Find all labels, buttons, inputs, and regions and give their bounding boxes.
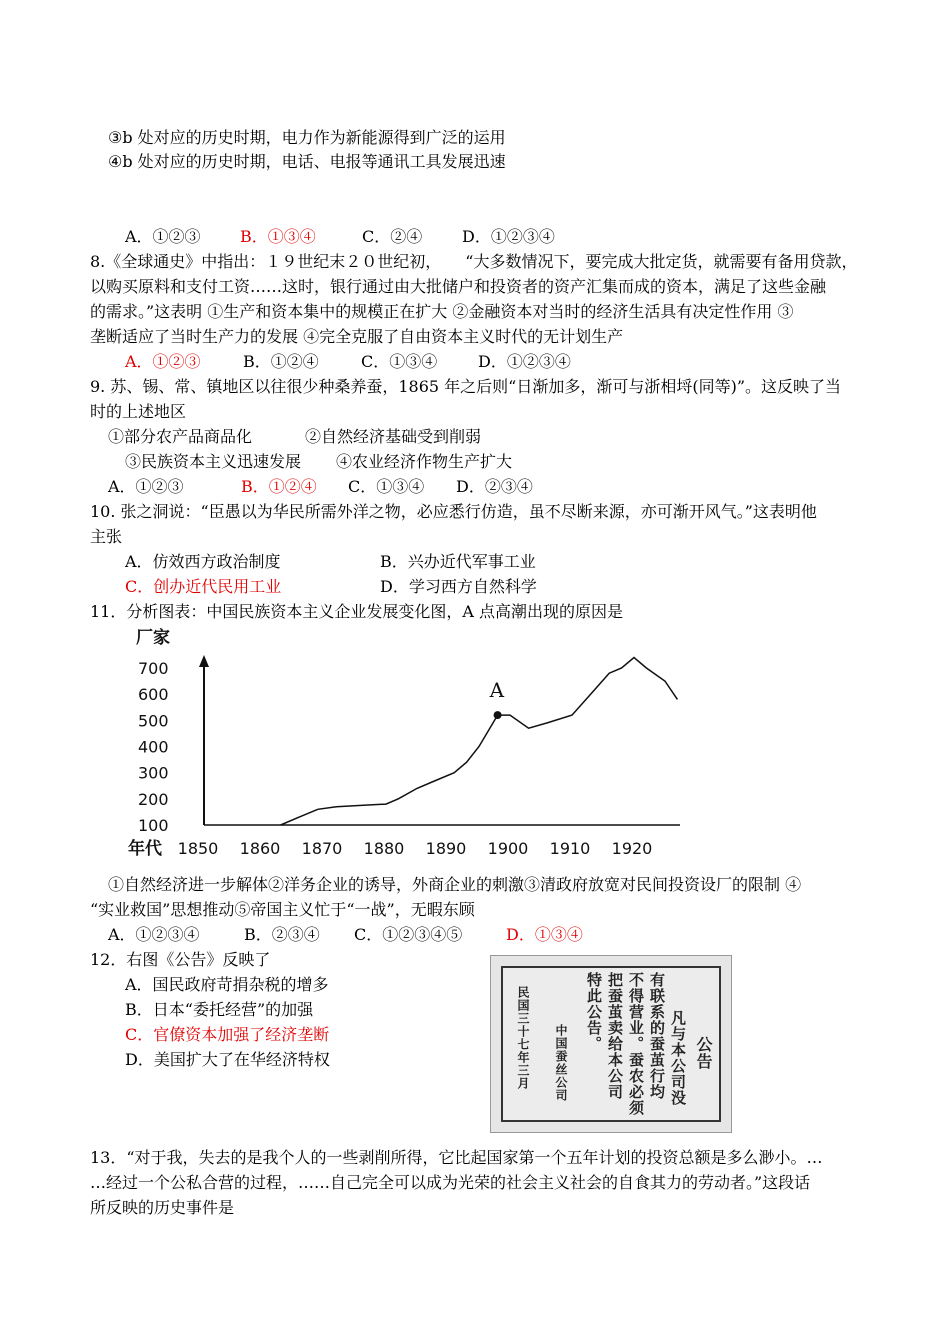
- q9-line-1: 9. 苏、锡、常、镇地区以往很少种桑养蚕，1865 年之后则“日渐加多，渐可与浙相埒(同等)”。这反映了当: [90, 377, 842, 396]
- y-tick-label: 100: [138, 816, 169, 835]
- q9-item-1: ①部分农产品商品化: [108, 427, 253, 446]
- q11-options: [108, 925, 583, 945]
- option-c: C．①③④: [348, 477, 425, 496]
- option-d: D．①②③④: [478, 352, 571, 371]
- option-a: A．①②③④: [108, 925, 200, 944]
- q7-item-4: ④b 处对应的历史时期，电话、电报等通讯工具发展迅速: [108, 152, 506, 171]
- option-b: B．①②④: [243, 352, 319, 371]
- option-b: B．①②④: [241, 477, 317, 496]
- q11-items-line-2: “实业救国”思想推动⑤帝国主义忙于“一战”，无暇东顾: [90, 900, 475, 919]
- q7-options: [125, 227, 555, 247]
- q11-stem: 11．分析图表：中国民族资本主义企业发展变化图，A 点高潮出现的原因是: [90, 602, 624, 621]
- q9-item-4: ④农业经济作物生产扩大: [336, 452, 513, 471]
- y-tick-label: 200: [138, 789, 169, 809]
- q10-line-2: 主张: [90, 527, 123, 546]
- notice-col-5: 特此公告。: [585, 972, 603, 1052]
- option-a: A．①②③: [125, 227, 201, 246]
- x-tick-label: 1920: [611, 839, 653, 858]
- x-tick-label: 1900: [487, 839, 529, 858]
- y-axis-label: 厂家: [136, 628, 170, 648]
- q13-line-1: 13．“对于我，失去的是我个人的一些剥削所得，它比起国家第一个五年计划的投资总额是多么渺小。…: [90, 1148, 823, 1167]
- y-axis-arrow-icon: [199, 655, 209, 667]
- notice-col-2: 有联系的蚕茧行均: [648, 972, 666, 1100]
- q12-stem: 12．右图《公告》反映了: [90, 950, 271, 969]
- notice-col-3: 不得营业。蚕农必须: [627, 972, 645, 1116]
- q13-line-3: 所反映的历史事件是: [90, 1198, 235, 1217]
- q8-line-2: 以购买原料和支付工资……这时，银行通过由大批储户和投资者的资产汇集而成的资本，满足了这些金融: [90, 277, 827, 296]
- q10-option-c: C．创办近代民用工业: [125, 577, 282, 596]
- q9-item-3: ③民族资本主义迅速发展: [125, 452, 302, 471]
- x-tick-label: 1850: [177, 839, 219, 858]
- option-a: A．①②③: [108, 477, 184, 496]
- y-tick-label: 500: [138, 711, 169, 731]
- option-d: D．②③④: [456, 477, 533, 496]
- x-tick-label: 1910: [549, 839, 591, 858]
- x-tick-label: 1870: [301, 839, 343, 858]
- y-tick-label: 400: [138, 737, 169, 757]
- option-c: C．②④: [362, 227, 423, 246]
- q12-option-c: C．官僚资本加强了经济垄断: [125, 1025, 330, 1044]
- q10-line-1: 10. 张之洞说：“臣愚以为华民所需外洋之物，必应悉行仿造，虽不尽断来源，亦可渐开风气。”这表明他: [90, 502, 817, 521]
- y-tick-label: 300: [138, 763, 169, 783]
- option-c: C．①②③④⑤: [354, 925, 463, 944]
- q9-item-2: ②自然经济基础受到削弱: [305, 427, 482, 446]
- notice-frame: [501, 966, 721, 1122]
- notice-date: 民国三十七年三月: [516, 986, 530, 1090]
- option-a: A．①②③: [125, 352, 201, 371]
- option-d: D．①③④: [506, 925, 583, 944]
- q10-option-a: A．仿效西方政治制度: [125, 552, 281, 571]
- y-tick-label: 600: [138, 685, 169, 705]
- option-b: B．②③④: [244, 925, 320, 944]
- q9-line-2: 时的上述地区: [90, 402, 187, 421]
- point-a-marker: [494, 711, 502, 719]
- y-tick-labels: [138, 659, 169, 835]
- q8-line-4: 垄断适应了当时生产力的发展 ④完全克服了自由资本主义时代的无计划生产: [90, 327, 624, 346]
- q13-line-2: …经过一个公私合营的过程，……自己完全可以成为光荣的社会主义社会的自食其力的劳动者。”这段话: [90, 1173, 811, 1192]
- q12-option-a: A．国民政府苛捐杂税的增多: [125, 975, 329, 994]
- q12-option-b: B．日本“委托经营”的加强: [125, 1000, 314, 1019]
- option-b: B．①③④: [240, 227, 316, 246]
- notice-col-4: 把蚕茧卖给本公司: [606, 972, 624, 1100]
- q12-option-d: D．美国扩大了在华经济特权: [125, 1050, 330, 1069]
- x-axis-label: 年代: [128, 839, 162, 859]
- notice-image: [490, 955, 732, 1133]
- notice-company: 中国蚕丝公司: [554, 1024, 568, 1102]
- x-tick-label: 1890: [425, 839, 467, 858]
- q9-options: [108, 477, 533, 497]
- q7-item-3: ③b 处对应的历史时期，电力作为新能源得到广泛的运用: [108, 128, 506, 147]
- option-d: D．①②③④: [462, 227, 555, 246]
- x-tick-label: 1880: [363, 839, 405, 858]
- enterprise-growth-chart: [120, 625, 740, 865]
- q8-line-3: 的需求。”这表明 ①生产和资本集中的规模正在扩大 ②金融资本对当时的经济生活具有决定性作用 ③: [90, 302, 794, 321]
- q10-option-d: D．学习西方自然科学: [380, 577, 537, 596]
- notice-col-1: 凡与本公司没: [669, 1010, 687, 1106]
- series-line: [281, 658, 678, 826]
- q10-option-b: B．兴办近代军事工业: [380, 552, 536, 571]
- x-tick-labels: [178, 839, 653, 858]
- option-c: C．①③④: [361, 352, 438, 371]
- q8-line-1: 8.《全球通史》中指出：１９世纪末２０世纪初， “大多数情况下，要完成大批定货，就需要有备用贷款，: [90, 252, 858, 271]
- q11-items-line-1: ①自然经济进一步解体②洋务企业的诱导，外商企业的刺激③清政府放宽对民间投资设厂的限制 ④: [108, 875, 802, 894]
- point-a-label: A: [489, 678, 505, 703]
- y-tick-label: 700: [138, 658, 169, 678]
- x-tick-label: 1860: [239, 839, 281, 858]
- q8-options: [125, 352, 571, 372]
- notice-title: 公告: [694, 1036, 713, 1070]
